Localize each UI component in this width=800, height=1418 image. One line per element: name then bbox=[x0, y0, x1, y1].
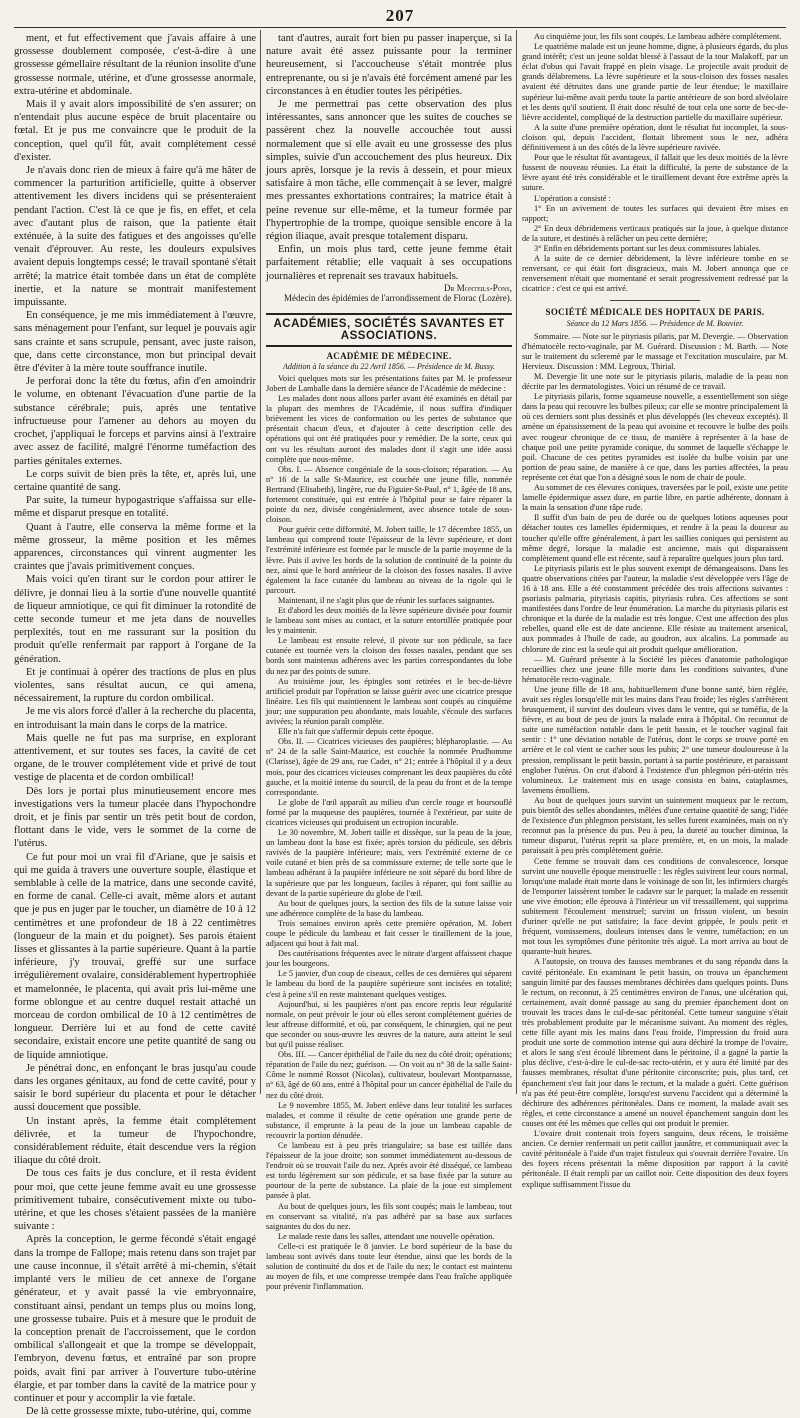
paragraph: Dès lors je portai plus minutieusement encore mes investigations vers la tumeur placée dans l'hypochondre droit, et je finis par sentir un très petit bout de cordon, flottant dans le vide, vers le sommet de la corne de l'utérus. bbox=[14, 785, 256, 850]
paragraph: Je pénétrai donc, en enfonçant le bras jusqu'au coude dans les organes génitaux, au fond de cette cavité, pour y saisir le bord supérieur du placenta et pour le détacher aussi doucement que possible. bbox=[14, 1062, 256, 1114]
paragraph: Mais il y avait alors impossibilité de s'en assurer; on n'entendait plus aucune espèce de bruit placentaire ou fœtal. Et je pus me convaincre que le produit de la conception, quel qu'il fût, avait complétement cessé d'exister. bbox=[14, 99, 256, 163]
paragraph: A l'autopsie, on trouva des fausses membranes et du sang répandu dans la cavité péritonéale. En examinant le petit bassin, on trouva un épanchement sanguin limité par des fausses membranes déchirées dans quelques points. Dans le rectum, on reconnut, à 25 centimètres environ de l'anus, une ulcération qui, certainement, avait donné passage au sang du premier épanchement dont on trouvait les traces dans le cul-de-sac péritonéal. Cette tumeur sanguine s'était très probablement produite par le mécanisme suivant. Au moment des règles, cette fille ayant mis les mains dans l'eau froide, l'impression du froid aura produit une sorte de commotion intense qui aura déchiré la trompe de l'ovaire, et alors le sang s'est écoulé librement dans le péritoine, il a gagné la partie la plus déclive, c'est-à-dire le cul-de-sac recto-utérin, et y aura été limité par des fausses membranes, résultat d'une péritonite circonscrite; puis, plus tard, cet épanchement s'est fait jour dans le rectum, et la malade a guéri. Cette guérison n'a pas été peut-être complète, lorsqu'est survenu l'accident qui a déterminé la déchirure des adhérences péritonéales. Dans ce moment, la malade avait ses règles, et cette circonstance a amené un nouvel épanchement sanguin dont les causes ont été les mêmes que celles qui ont produit le premier. bbox=[522, 957, 788, 1128]
academy-title: ACADÉMIE DE MÉDECINE. bbox=[326, 350, 452, 361]
paragraph: De là cette grossesse mixte, tubo-utérine, qui, comme bbox=[26, 1406, 252, 1418]
column-3 bbox=[522, 32, 789, 1189]
paragraph: Enfin, un mois plus tard, cette jeune femme était parfaitement rétablie; elle vaquait à ses occupations journalières et reprenait ses travaux habituels. bbox=[266, 244, 512, 282]
paragraph: Les malades dont nous allons parler avant été examinés en détail par la plupart des membres de l'Académie, il nous suffira d'indiquer brièvement les vices de conformation ou les pertes de substance que présentait chacun d'eux, et d'ajouter à cette description celle des opérations qui ont été pratiquées pour y remédier. De la sorte, ceux qui ont vu les résultats auront des malades dont il s'agit une idée aussi complète que nous-même. bbox=[266, 394, 512, 464]
paragraph: Ce lambeau est à peu près triangulaire; sa base est taillée dans l'épaisseur de la joue droite; son sommet immédiatement au-dessous de l'endroit où se trouvait l'aile du nez. Après avoir été disséqué, ce lambeau est tordu légèrement sur son pédicule, et sa base fixée par la suture au pourtour de la perte de substance. La plaie de la joue est simplement pansée à plat. bbox=[266, 1140, 512, 1201]
society-title: SOCIÉTÉ MÉDICALE DES HOPITAUX DE PARIS. bbox=[545, 307, 765, 318]
paragraph: Pour guérir cette difformité, M. Jobert taille, le 17 décembre 1855, un lambeau qui comprend toute l'épaisseur de la lèvre supérieure, et dont l'extrémité inférieure est formée par le muscle de la partie moyenne de la lèvre. Puis il avive les bords de la solution de continuité de la pointe du nez, ainsi que le bord antérieur de la cloison des fosses nasales. Il avive également la face cutanée du lambeau au niveau de la rigole qui le parcourt. bbox=[266, 525, 512, 595]
society-session: Séance du 12 Mars 1856. — Présidence de M. Bouvier. bbox=[566, 318, 744, 328]
paragraph: Cette femme se trouvait dans ces conditions de convalescence, lorsque survint une nouvelle époque menstruelle : les règles suivirent leur cours normal, lorsqu'une malade était morte dans le voisinage de son lit, les infirmiers chargés de l'emporter laissèrent tomber le cadavre sur le parquet; la malade en ressentit une vive émotion; elle éprouva à l'intérieur un vif tressaillement, qui supprima subitement l'écoulement menstruel; survint un frisson violent, un besoin d'uriner qu'elle ne put satisfaire; la face devint grippée, le pouls petit et fréquent, vomissemens, douleurs intenses dans le ventre, tuméfaction; en un mot tous les symptômes d'une péritonite très aiguë. La mort arriva au bout de quarante-huit heures. bbox=[522, 856, 788, 957]
paragraph: Des cautérisations fréquentes avec le nitrate d'argent affaissent chaque jour les bourgeons. bbox=[266, 949, 512, 969]
paragraph: Et d'abord les deux moitiés de la lèvre supérieure divisée pour fournir le lambeau sont mises au contact, et la suture entortillée pratiquée pour les y maintenir. bbox=[266, 606, 512, 636]
page-number: 207 bbox=[385, 6, 415, 25]
paragraph: Au bout de quelques jours, la section des fils de la suture laisse voir une adhérence complète de la base du lambeau. bbox=[266, 898, 512, 918]
paragraph: A la suite d'une première opération, dont le résultat fut incomplet, la sous-cloison qui, depuis l'accident, flottait librement sous le nez, adhéra définitivement à un des côtés de la lèvre supérieure ravivée. bbox=[522, 122, 788, 153]
paragraph: Je perforai donc la tête du fœtus, afin d'en amoindrir le volume, en obtenant l'évacuation d'une partie de la substance cérébrale; puis, après une tentative infructueuse pour l'amener au dehors au moyen du crochet, j'appliquai le forceps et parvins ainsi à l'extraire avec assez de facilité, malgré l'énorme tuméfaction des parties génitales externes. bbox=[14, 376, 256, 467]
paragraph: Celle-ci est pratiquée le 8 janvier. Le bord supérieur de la base du lambeau sont avivés dans toute leur étendue, ainsi que les bords de la solution de continuité du dos et de l'aile du nez; le contact est maintenu au moyen de fils, et une compresse trempée dans l'eau fraîche appliquée pour prévenir l'inflammation. bbox=[266, 1241, 512, 1292]
paragraph: Mais quelle ne fut pas ma surprise, en explorant attentivement, et sur toutes ses faces, la cavité de cet organe, de le trouver complétement vide et privé de tout vestige de placenta et de cordon ombilical! bbox=[14, 732, 256, 784]
paragraph: 2° En deux débridemens verticaux pratiqués sur la joue, à quelque distance de la suture, et destinés à relâcher un peu cette dernière; bbox=[522, 223, 788, 243]
paragraph: Je me permettrai pas cette observation des plus intéressantes, sans annoncer que les suites de couches se passèrent chez la nouvelle accouchée tout aussi normalement que si elle avait eu une grossesse des plus simples, suivie d'un accouchement des plus heureux. Dix jours après, lorsque je la revis à dessein, et pour mieux satisfaire à mon tâche, elle commençait à se lever, malgré mes pressantes exhortations contraires; la matrice était à peine revenue sur elle-même, et la tumeur formée par l'hypertrophie de la trompe, quoique sensible encore à la région iliaque, avait presque totalement disparu. bbox=[266, 99, 512, 243]
paragraph: tant d'autres, aurait fort bien pu passer inaperçue, si la nature avait été assez puissante pour la terminer heureusement, si l'accoucheuse s'était montrée plus entreprenante, ou si je n'avais été forcément amené par les circonstances à en étudier toutes les péripéties. bbox=[266, 33, 512, 97]
paragraph: Une jeune fille de 18 ans, habituellement d'une bonne santé, bien réglée, avait ses règles lorsqu'elle mit les mains dans l'eau froide; les règles s'arrêtèrent brusquement, il survint des douleurs vives dans le ventre, qui se tuméfia, de la fièvre, et au bout de peu de jours la malade entra à l'hôpital. On reconnut de suite une tuméfaction notable dans le petit bassin, et le toucher vaginal fait sentir : 1° une déviation notable de l'utérus, dont le corps se trouve porté en arrière et le col vient se cacher sous les pubis; 2° une tumeur douloureuse à la pression, remplissant le petit bassin, portant à sa partie postérieure, et paraissant englober l'utérus. On crut d'abord à l'existence d'un phlegmon péri-utérin très volumineux. Le traitement mis en usage consista en bains, cataplasmes, lavemens émolliens. bbox=[522, 684, 788, 795]
summary: Sommaire. — Note sur le pityriasis pilaris, par M. Devergie. — Observation d'hématocèle recto-vaginale, par M. Guérard. Discussion : M. Barth. — Note sur le traitement du scleremè par le massage et l'excitation musculaire, par M. Hervieux. Discussion : MM. Legroux, Thirial. bbox=[522, 331, 789, 371]
paragraph: Elle n'a fait que s'affermir depuis cette époque. bbox=[278, 727, 434, 737]
header-rule bbox=[14, 27, 786, 28]
paragraph: Le globe de l'œil apparaît au milieu d'un cercle rouge et boursouflé formé par la muqueuse des paupières, tournée à l'extérieur, par suite de cicatrices vicieuses qui produisent un ectropion incurable. bbox=[266, 797, 512, 827]
paragraph: Il suffit d'un bain de peu de durée ou de quelques lotions aqueuses pour détacher toutes ces lamelles épidermiques, et rendre à la peau la douceur au toucher qu'elle offre généralement, à part les saillies coniques qui persistent au même degré, lorsque la maladie est ancienne, mais qui disparaissent complètement quand elle est récente, sauf à reparaître quelques jours plus tard. bbox=[522, 513, 788, 563]
paragraph: Le lambeau est ensuite relevé, il pivote sur son pédicule, sa face cutanée est tournée vers la cloison des fosses nasales, pendant que ses bords sont maintenus adhérens avec les parties correspondantes du lobe du nez par des points de suture. bbox=[266, 636, 512, 676]
column-divider-1 bbox=[260, 30, 261, 1094]
paragraph: De tous ces faits je dus conclure, et il resta évident pour moi, que cette jeune femme avait eu une grossesse primitivement tubaire, consécutivement mixte ou tubo-utérine, et que les choses s'étaient passées de la manière suivante : bbox=[14, 1168, 256, 1233]
paragraph: Le pityriasis pilaris est le plus souvent exempt de démangeaisons. Dans les quatre observations citées par l'auteur, la maladie s'est développée vers l'âge de 16 à 18 ans. Elle a été constamment précédée des trois affections suivantes : psoriasis palmaria, pityriasis capitis, pityriasis rubra. Ces affections se sont manifestées dans l'ordre de leur énumération. La marche du pityriasis pilaris est chronique et la durée de la maladie est très longue. C'est une affection des plus rebelles, quand elle est de date ancienne. Elle résiste au traitement arsenical, aux pommades à l'huile de cade, au goudron, aux alcalins. La pommade au chlorure de zinc est la seule qui ait produit quelque amélioration. bbox=[522, 563, 788, 654]
paragraph: 3° Enfin en débridements portant sur les deux commissures labiales. bbox=[534, 243, 761, 253]
paragraph: Le malade reste dans les salles, attendant une nouvelle opération. bbox=[278, 1231, 495, 1241]
academy-session: Addition à la séance du 22 Avril 1856. — Présidence de M. Bussy. bbox=[282, 361, 496, 371]
signature bbox=[266, 283, 512, 303]
column-1 bbox=[14, 32, 257, 1418]
paragraph: Obs. III. — Cancer épithélial de l'aile du nez du côté droit; opérations; réparation de l'aile du nez; guérison. — On voit au n° 38 de la salle Saint-Côme le nommé Rossot (Nicolas), cultivateur, boulevart Montparnasse, n° 63, âgé de 60 ans, entré à l'hôpital pour un cancer épithélial de l'aile du nez du côté droit. bbox=[266, 1050, 512, 1100]
paragraph: Ce fut pour moi un vrai fil d'Ariane, que je saisis et qui me guida à travers une ouverture souple, élastique et semblable à celle de la matrice, dans une seconde cavité, en forme de canal. Celle-ci avait, même alors et autant que je pus en juger par le toucher, un diamètre de 10 à 12 centimètres et une profondeur de 18 à 22 centimètres (longueur de la main et du poignet). Ses parois étaient lisses et glissantes à la partie supérieure. Quant à la partie inférieure, j'y trouvai, greffé sur une surface irrégulièrement ovalaire, considérablement hypertrophiée et mamelonnée, le placenta, qui avait pris lui-même une forme oblongue et au centre duquel restait attaché un morceau de cordon ombilical de 10 à 12 centimètres de longueur. Derrière lui et au fond de cette cavité secondaire, existait encore une petite quantité de sang ou de liquide amniotique. bbox=[14, 851, 256, 1061]
paragraph: En conséquence, je me mis immédiatement à l'œuvre, sans ménagement pour l'enfant, sur lequel je pouvais agir sans crainte et sans scrupule, pensant, avec juste raison, que, dans cette circonstance, mon but principal devait être d'éviter à la mère toute souffrance inutile. bbox=[14, 310, 256, 375]
paragraph: Au bout de quelques jours, les fils sont coupés; mais le lambeau, tout en conservant sa vitalité, n'a pas adhéré par sa base aux surfaces saignantes du dos du nez. bbox=[266, 1201, 512, 1231]
paragraph: Après la conception, le germe fécondé s'était engagé dans la trompe de Fallope; mais retenu dans son trajet par une cause inconnue, il s'était arrêté à mi-chemin, s'était implanté vers le milieu de cet annexe de l'organe générateur, et y avait passé la vie embryonnaire, constituant ainsi, pendant un temps plus ou moins long, une grossesse tubaire. Puis et à mesure que le produit de la conception prenait de l'accroissement, que le cordon ombilical s'allongeait et que la trompe se développait, l'embryon, devenu fœtus, et entraîné par son propre poids, avait fini par arriver à l'ouverture tubo-utérine élargie, et par tomber dans la cavité de la matrice pour y continuer et pour y accomplir la vie fœtale. bbox=[14, 1234, 257, 1404]
paragraph: Je n'avais donc rien de mieux à faire qu'à me hâter de commencer la parturition artificielle, quitte à observer attentivement les divers incidens qui se présenteraient pendant l'action. C'est là ce que je fis, en effet, et cela avec d'autant plus de raison, que la patiente était exténuée, à la suite des fatigues et des angoisses qu'elle venait d'éprouver. Au reste, les douleurs expulsives avaient depuis longtemps cessé; le travail spontané s'était arrêté; la matrice était tombée dans un état de complète inertie, et la nature se montrait manifestement impuissante. bbox=[14, 165, 256, 309]
paragraph: Un instant après, la femme était complétement délivrée, et la tumeur de l'hypochondre, considérablement réduite, était descendue vers la région iliaque du côté droit. bbox=[14, 1115, 256, 1167]
paragraph: Le quatrième malade est un jeune homme, digne, à plusieurs égards, du plus grand intérêt; c'est un jeune soldat blessé à l'assaut de la tour Malakoff, par un éclat d'obus qui l'avait frappé en plein visage. Le projectile avait produit de grands délabremens. La lèvre supérieure et la sous-cloison des fosses nasales avaient été détruites dans une grande partie de leur étendue; le maxillaire supérieur lui-même avait perdu toute la partie antérieure de son bord alvéolaire et les dents qu'il soutient. Il était donc résulté de tout cela une sorte de bec-de-lièvre accidentel, compliqué de la destruction partielle du maxillaire supérieur. bbox=[522, 42, 788, 122]
paragraph: Je me vis alors forcé d'aller à la recherche du placenta, en introduisant la main dans le corps de la matrice. bbox=[14, 706, 256, 731]
paragraph: Trois semaines environ après cette première opération, M. Jobert coupe le pédicule du lambeau et fait cesser le tiraillement de la joue, adjacent qui bout à fait mal. bbox=[266, 918, 512, 949]
paragraph: 1° En un avivement de toutes les surfaces qui devaient être mises en rapport; bbox=[522, 203, 788, 223]
paragraph: Obs. I. — Absence congéniale de la sous-cloison; réparation. — Au n° 16 de la salle St-Maurice, est couchée une jeune fille, nommée Bertrand (Elisabeth), lingère, rue du Figuier-St-Paul, n° 1, âgée de 18 ans, fortement constituée, qui est entrée à l'hôpital pour se faire réparer la pointe du nez, divisée congénialement, avec absence totale de sous-cloison. bbox=[266, 464, 512, 525]
paragraph: Au sommet de ces élevures coniques, traversées par le poil, existe une petite lamelle épidermique assez dure, en partie libre, en partie adhérente, donnant à la main la sensation d'une râpe rude. bbox=[522, 483, 788, 513]
paragraph: Le 9 novembre 1855, M. Jobert enlève dans leur totalité les surfaces malades, et comme il résulte de cette opération une grande perte de substance, il emprunte à la peau de la joue un lambeau capable de recouvrir la portion dénudée. bbox=[266, 1100, 512, 1140]
column-2 bbox=[266, 32, 512, 1292]
paragraph: Le 30 novembre, M. Jobert taille et dissèque, sur la peau de la joue, un lambeau dont la base est fixée; après torsion du pédicule, ses débris ravivés de la paupière inférieure; mais, vers l'extrémité externe de ce voile cutané et bien près de sa commissure externe; de telle sorte que le lambeau adhérant à la paupière inférieure ne soit séparé du bord libre de la supérieure que par les longueurs, faciles à réparer, qui font saillie au devant de la partie supérieure du globe de l'œil. bbox=[266, 828, 512, 898]
separator-rule bbox=[610, 300, 700, 301]
paragraph: Aujourd'hui, si les paupières n'ont pas encore repris leur régularité normale, on peut prévoir le jour où elles seront complétement guéries de leur affreuse difformité, et où, par conséquent, le chirurgien, qui ne peut que seconder ou sous-œuvre les œuvres de la nature, aura atteint le seul but qu'il puisse réaliser. bbox=[266, 999, 512, 1050]
signature-name: Dr Monteils-Pons, bbox=[443, 282, 512, 293]
paragraph: Pour que le résultat fût avantageux, il fallait que les deux moitiés de la lèvre fussent de nouveau réunies. La était la difficulté, la perte de substance de la lèvre ayant été très considérable et le tiraillement devant être extrême après la suture. bbox=[522, 153, 788, 193]
paragraph: Le pityriasis pilaris, forme squameuse nouvelle, a essentiellement son siège dans la peau qui recouvre les bulbes pileux; car elle se montre principalement là où ces derniers sont plus dessinés et plus développés (les cheveux exceptés). Il amène un épaississement de la peau qui avoisine et recouvre le bulbe des poils avec rougeur chronique de ce tissu, de manière à représenter à la base de chaque poil une petite pyramide conique, du sommet de laquelle s'échappe le poil. Chacune de ces petites pyramides est isolée du bulbe voisin par une portion de peau saine, de manière à ce que, dans les parties affectées, la peau représente cet état que l'on a désigné sous le nom de chair de poule. bbox=[522, 392, 788, 482]
paragraph: Le 5 janvier, d'un coup de ciseaux, celles de ces dernières qui séparent le lambeau du bord de la paupière supérieure sont incisées en totalité; c'est à peine s'il en reste maintenant quelques vestiges. bbox=[266, 969, 512, 999]
paragraph: A la suite de ce dernier débridement, la lèvre inférieure tombe en se renversant, ce qui était fort disgracieux, mais M. Jobert annonça que ce renversement n'était que momentané et serait progressivement redressé par la cicatrice : c'est ce qui est arrivé. bbox=[522, 254, 788, 294]
paragraph: L'ovaire droit contenait trois foyers sanguins, deux récens, le troisième ancien. Ce dernier renfermait un petit caillot jaunâtre, et communiquait avec la cavité péritonéale à l'aide d'un trajet fistuleux qui s'ouvrait derrière l'ovaire. Un des foyers récens présentait la même disposition par rapport à la cavité péritonéale. Il était rempli par un caillot noir. Cette disposition des deux foyers explique suffisamment l'issue du bbox=[522, 1129, 788, 1189]
paragraph: Maintenant, il ne s'agit plus que de réunir les surfaces saignantes. bbox=[278, 595, 495, 605]
paragraph: Voici quelques mots sur les présentations faites par M. le professeur Jobert de Lamballe dans la dernière séance de l'Académie de médecine : bbox=[266, 373, 512, 393]
paragraph: Au bout de quelques jours survint un suintement muqueux par le rectum, puis bientôt des selles abondantes, mêlées d'une certaine quantité de sang; l'idée de l'existence d'un phlegmon persistant, les selles furent examinées, mais on n'y reconnut pas la présence du pus. Peu à peu, la dureté au toucher diminua, la tumeur disparut, l'utérus reprit sa place première, et, en un mois, la malade paraissait à peu près complètement guérie. bbox=[522, 795, 788, 856]
paragraph: Par suite, la tumeur hypogastrique s'affaissa sur elle-même et disparut presque en totalité. bbox=[14, 495, 256, 520]
paragraph: Quant à l'autre, elle conserva la même forme et la même grosseur, la même position et les mêmes apparences, circonstances qui vinrent augmenter les craintes que j'avais primitivement conçues. bbox=[14, 521, 256, 573]
paragraph: L'opération a consisté : bbox=[534, 193, 611, 203]
column-divider-2 bbox=[516, 30, 517, 1094]
paragraph: Le corps suivit de bien près la tête, et, après lui, une certaine quantité de sang. bbox=[14, 468, 256, 493]
paragraph: ment, et fut effectivement que j'avais affaire à une grossesse doublement composée, c'est-à-dire à une grossesse gémellaire résultant de la réunion insolite d'une grossesse normale, utérine, et d'une grossesse anormale, extra-utérine et abdominale. bbox=[14, 33, 256, 97]
section-title: ACADÉMIES, SOCIÉTÉS SAVANTES ET ASSOCIATIONS. bbox=[266, 313, 512, 347]
paragraph: Mais voici qu'en tirant sur le cordon pour attirer le délivre, je donnai lieu à la sortie d'une nouvelle quantité de liqueur amniotique, ce qui fit diminuer la rotondité de cette seconde tumeur et me jeta dans de nouvelles perplexités, tout en me rassurant sur la position du produit qu'elle renfermait par rapport à l'organe de la génération. bbox=[14, 574, 256, 665]
paragraph: Au troisième jour, les épingles sont retirées et le bec-de-lièvre artificiel produit par l'opération se laisse guérir avec une cicatrice presque linéaire. Les fils qui maintiennent le lambeau sont coupés au cinquième jour; une suppuration peu abondante, mais louable, s'écoule des surfaces avivées; la réunion paraît complète. bbox=[266, 676, 512, 727]
paragraph: M. Devergie lit une note sur le pityriasis pilaris, maladie de la peau non décrite par les dermatologistes. Voici un résumé de ce travail. bbox=[522, 372, 788, 392]
paragraph: Au cinquième jour, les fils sont coupés. Le lambeau adhère complétement. bbox=[534, 32, 782, 41]
paragraph: Obs. II. — Cicatrices vicieuses des paupières; blépharoplastie. — Au n° 24 de la salle Saint-Maurice, est couchée la nommée Prudhomme (Clarisse), âgée de 29 ans, rue Cadet, n° 21; entrée à l'hôpital il y a deux mois, pour des cicatrices vicieuses comprenant les deux paupières du côté gauche, et la moitié interne du sourcil, de la peau du front et de la tempe correspondante. bbox=[266, 737, 512, 797]
paragraph: Et je continuai à opérer des tractions de plus en plus violentes, sans résultat aucun, ce qui amena, nécessairement, la rupture du cordon ombilical. bbox=[14, 666, 256, 705]
paragraph: — M. Guérard présente à la Société les pièces d'anatomie pathologique recueillies chez une jeune fille morte dans les conditions suivantes, d'une hématocèle recto-vaginale. bbox=[522, 654, 788, 684]
signature-title: Médecin des épidémies de l'arrondissement de Florac (Lozère). bbox=[283, 292, 512, 303]
